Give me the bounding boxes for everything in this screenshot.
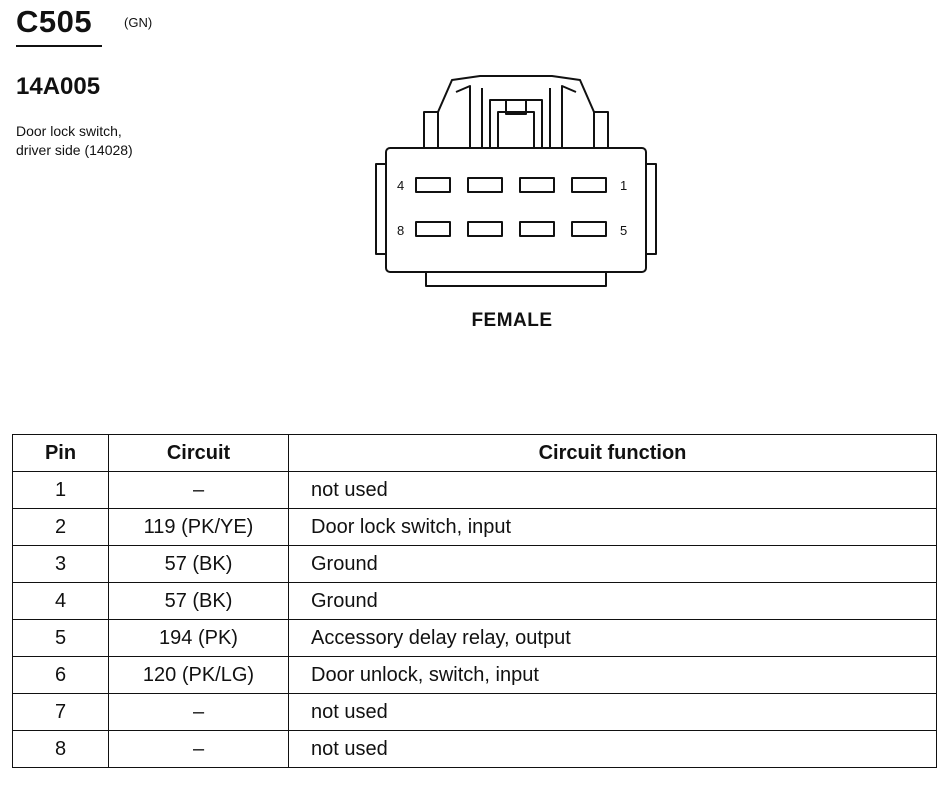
pin-cavity: [468, 178, 502, 192]
pin-cell: 6: [13, 657, 109, 694]
table-row: [13, 472, 937, 509]
pin-cell: 3: [13, 546, 109, 583]
pin-cell: 5: [13, 620, 109, 657]
header-circuit-function: Circuit function: [289, 435, 937, 472]
header-circuit: Circuit: [109, 435, 289, 472]
connector-id: C505: [16, 4, 93, 39]
pin-label-4: 4: [397, 178, 405, 193]
pin-cavity: [468, 222, 502, 236]
pin-cavity: [572, 178, 606, 192]
pin-label-1: 1: [620, 178, 628, 193]
table-row: [13, 583, 937, 620]
table-row: [13, 657, 937, 694]
table-row: [13, 694, 937, 731]
pin-cell: 7: [13, 694, 109, 731]
circuit-cell: 57 (BK): [109, 546, 289, 583]
connector-color-code: (GN): [124, 15, 153, 30]
connector-description: [16, 122, 133, 160]
function-cell: not used: [289, 731, 937, 768]
circuit-cell: 57 (BK): [109, 583, 289, 620]
circuit-cell: 120 (PK/LG): [109, 657, 289, 694]
table-row: [13, 509, 937, 546]
circuit-cell: 119 (PK/YE): [109, 509, 289, 546]
pin-label-5: 5: [620, 223, 628, 238]
function-cell: Door lock switch, input: [289, 509, 937, 546]
function-cell: Ground: [289, 583, 937, 620]
pin-label-8: 8: [397, 223, 405, 238]
pin-cell: 1: [13, 472, 109, 509]
connector-gender-label: FEMALE: [471, 310, 553, 331]
pin-cavity: [520, 222, 554, 236]
function-cell: Ground: [289, 546, 937, 583]
header-pin: Pin: [13, 435, 109, 472]
function-cell: Door unlock, switch, input: [289, 657, 937, 694]
connector-face-diagram: [368, 70, 668, 300]
description-line: driver side (14028): [16, 142, 133, 158]
circuit-cell: 194 (PK): [109, 620, 289, 657]
circuit-cell: –: [109, 472, 289, 509]
pin-cavity: [572, 222, 606, 236]
connector-body: [386, 148, 646, 272]
function-cell: Accessory delay relay, output: [289, 620, 937, 657]
pin-cavity: [416, 178, 450, 192]
function-cell: not used: [289, 694, 937, 731]
connector-id-underline: [16, 45, 102, 47]
table-row: [13, 731, 937, 768]
table-row: [13, 546, 937, 583]
circuit-cell: –: [109, 694, 289, 731]
table-header-row: [13, 435, 937, 472]
pin-cell: 8: [13, 731, 109, 768]
pin-table: [12, 434, 937, 768]
pin-cell: 2: [13, 509, 109, 546]
circuit-cell: –: [109, 731, 289, 768]
part-number: 14A005: [16, 73, 101, 100]
function-cell: not used: [289, 472, 937, 509]
pin-cavity: [416, 222, 450, 236]
description-line: Door lock switch,: [16, 123, 122, 139]
table-row: [13, 620, 937, 657]
pin-cavity: [520, 178, 554, 192]
pin-cell: 4: [13, 583, 109, 620]
